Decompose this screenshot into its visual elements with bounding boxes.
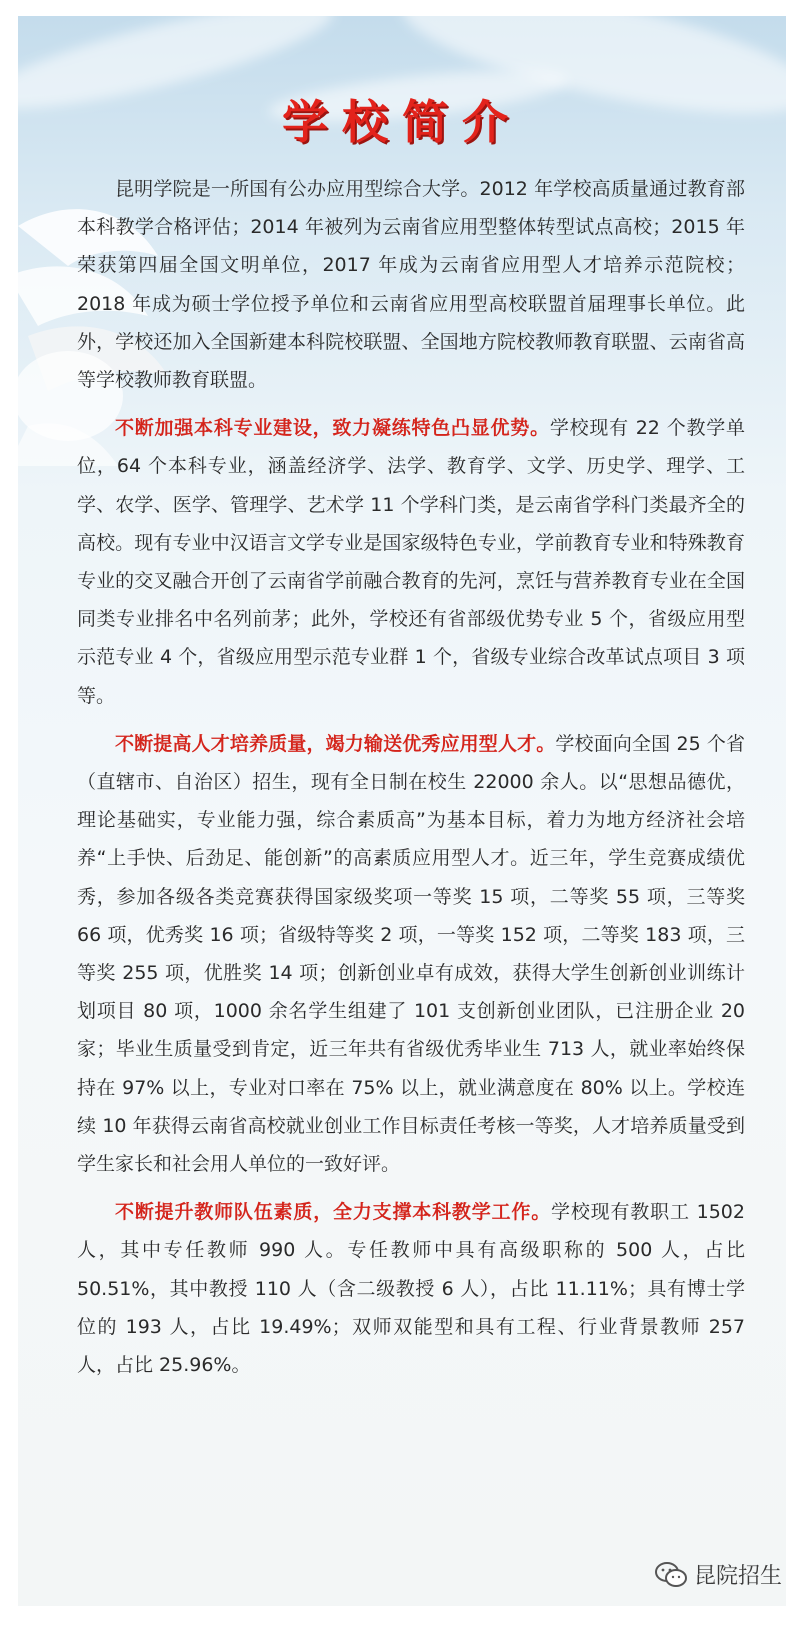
paragraph: [77, 409, 745, 715]
watermark: [654, 1559, 782, 1590]
paragraph: [77, 1193, 745, 1384]
page-title: 学校简介: [282, 95, 522, 149]
paragraph-text: 学校面向全国 25 个省（直辖市、自治区）招生，现有全日制在校生 22000 余人。以“思想品德优，理论基础实，专业能力强，综合素质高”为基本目标，着力为地方经济社会培养“上手快、后劲足、能创新”的高素质应用型人才。近三年，学生竞赛成绩优秀，参加各级各类竞赛获得国家级奖项一等奖 15 项，二等奖 55 项，三等奖 66 项，优秀奖 16 项；省级特等奖 2 项，一等奖 152 项，二等奖 183 项，三等奖 255 项，优胜奖 14 项；创新创业卓有成效，获得大学生创新创业训练计划项目 80 项，1000 余名学生组建了 101 支创新创业团队，已注册企业 20 家；毕业生质量受到肯定，近三年共有省级优秀毕业生 713 人，就业率始终保持在 97% 以上，专业对口率在 75% 以上，就业满意度在 80% 以上。学校连续 10 年获得云南省高校就业创业工作目标责任考核一等奖，人才培养质量受到学生家长和社会用人单位的一致好评。: [77, 732, 745, 1176]
paragraph-text: 学校现有教职工 1502 人，其中专任教师 990 人。专任教师中具有高级职称的 500 人，占比 50.51%，其中教授 110 人（含二级教授 6 人），占比 11.11%；具有博士学位的 193 人，占比 19.49%；双师双能型和具有工程、行业背景教师 257 人，占比 25.96%。: [77, 1201, 745, 1377]
paragraph: [77, 725, 745, 1183]
intro-text: [77, 170, 745, 1394]
paragraph-text: 学校现有 22 个教学单位，64 个本科专业，涵盖经济学、法学、教育学、文学、历史学、理学、工学、农学、医学、管理学、艺术学 11 个学科门类，是云南省学科门类最齐全的高校。现有专业中汉语言文学专业是国家级特色专业，学前教育专业和特殊教育专业的交叉融合开创了云南省学前融合教育的先河，烹饪与营养教育专业在全国同类专业排名中名列前茅；此外，学校还有省部级优势专业 5 个，省级应用型示范专业 4 个，省级应用型示范专业群 1 个，省级专业综合改革试点项目 3 项等。: [77, 417, 745, 707]
paragraph-text: 昆明学院是一所国有公办应用型综合大学。2012 年学校高质量通过教育部本科教学合格评估；2014 年被列为云南省应用型整体转型试点高校；2015 年荣获第四届全国文明单位，2017 年成为云南省应用型人才培养示范院校；2018 年成为硕士学位授予单位和云南省应用型高校联盟首届理事长单位。此外，学校还加入全国新建本科院校联盟、全国地方院校教师教育联盟、云南省高等学校教师教育联盟。: [77, 178, 745, 392]
wechat-icon: [654, 1561, 688, 1589]
paragraph-highlight: 不断加强本科专业建设，致力凝练特色凸显优势。: [115, 417, 550, 440]
paragraph-highlight: 不断提升教师队伍素质，全力支撑本科教学工作。: [115, 1201, 552, 1224]
paragraph-highlight: 不断提高人才培养质量，竭力输送优秀应用型人才。: [115, 732, 556, 755]
watermark-text: 昆院招生: [693, 1564, 782, 1589]
paragraph: [77, 170, 745, 399]
